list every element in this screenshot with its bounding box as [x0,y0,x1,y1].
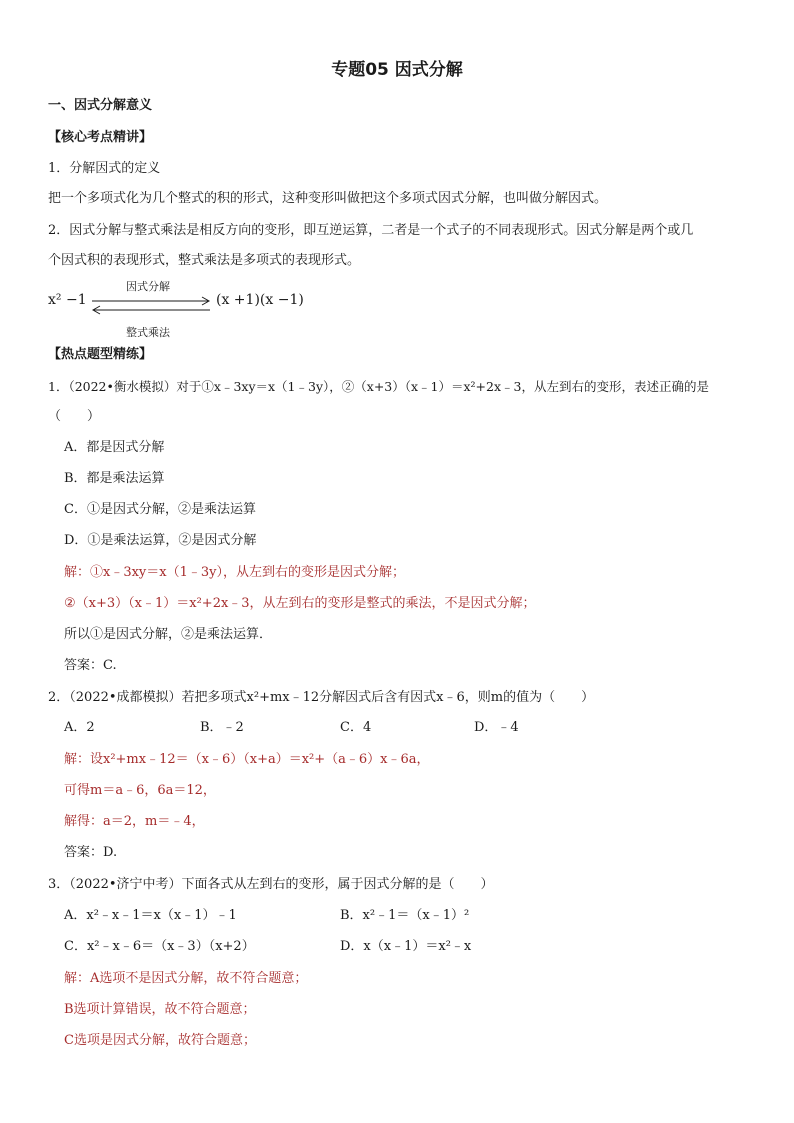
q1-option-b: B．都是乘法运算 [64,471,165,486]
q2-answer: 答案：D. [64,845,118,860]
q2-option-d: D．﹣4 [474,720,519,735]
definition-heading: 1．分解因式的定义 [48,161,161,176]
diagram-arrows [90,296,214,316]
q3-option-b: B．x²﹣1＝（x﹣1）² [340,908,470,923]
q2-solution-line2: 可得m＝a﹣6，6a＝12， [64,783,216,798]
q1-answer: 答案：C. [64,658,117,673]
q1-solution-line1: 解：①x﹣3xy＝x（1﹣3y），从左到右的变形是因式分解； [64,565,405,580]
relation-text-line2: 个因式积的表现形式，整式乘法是多项式的表现形式。 [48,253,361,268]
q3-solution-line1: 解：A选项不是因式分解，故不符合题意； [64,971,308,986]
q2-solution-line3: 解得：a＝2，m＝﹣4， [64,814,205,829]
section-heading: 一、因式分解意义 [48,98,153,113]
q3-option-d: D．x（x﹣1）＝x²﹣x [340,939,472,954]
q1-option-d: D．①是乘法运算，②是因式分解 [64,533,257,548]
q3-solution-line2: B选项计算错误，故不符合题意； [64,1002,256,1017]
q1-stem-line1: 1．（2022•衡水模拟）对于①x﹣3xy＝x（1﹣3y），②（x+3）（x﹣1）＝x²+2x﹣3，从左到右的变形，表述正确的是 [48,379,709,394]
q3-option-a: A．x²﹣x﹣1＝x（x﹣1）﹣1 [64,908,237,923]
diagram-left-expression: x² −1 [48,292,87,308]
hot-heading: 【热点题型精练】 [48,347,153,362]
q2-option-a: A．2 [64,720,95,735]
relation-text-line1: 2．因式分解与整式乘法是相反方向的变形，即互逆运算，二者是一个式子的不同表现形式。因式分解是两个或几 [48,223,694,238]
q1-solution-line3: 所以①是因式分解，②是乘法运算． [64,627,273,642]
q2-stem: 2．（2022•成都模拟）若把多项式x²+mx﹣12分解因式后含有因式x﹣6，则m的值为（ ） [48,690,595,705]
q3-solution-line3: C选项是因式分解，故符合题意； [64,1033,256,1048]
diagram-bottom-label: 整式乘法 [126,326,170,339]
q1-option-a: A．都是因式分解 [64,440,165,455]
q3-option-c: C．x²﹣x﹣6＝（x﹣3）（x+2） [64,939,255,954]
q2-solution-line1: 解：设x²+mx﹣12＝（x﹣6）（x+a）＝x²+（a﹣6）x﹣6a， [64,752,430,767]
q1-option-c: C．①是因式分解，②是乘法运算 [64,502,256,517]
q3-stem: 3．（2022•济宁中考）下面各式从左到右的变形，属于因式分解的是（ ） [48,877,494,892]
q2-option-c: C．4 [340,720,372,735]
core-heading: 【核心考点精讲】 [48,130,153,145]
diagram-top-label: 因式分解 [126,280,170,293]
diagram-right-expression: (x +1)(x −1) [216,292,304,308]
definition-text: 把一个多项式化为几个整式的积的形式，这种变形叫做把这个多项式因式分解，也叫做分解因式。 [48,191,608,206]
page-title: 专题05 因式分解 [331,60,463,80]
q1-stem-line2: （ ） [48,409,101,424]
q1-solution-line2: ②（x+3）（x﹣1）＝x²+2x﹣3，从左到右的变形是整式的乘法，不是因式分解； [64,596,536,611]
q2-option-b: B．﹣2 [200,720,244,735]
factoring-diagram [48,278,308,342]
